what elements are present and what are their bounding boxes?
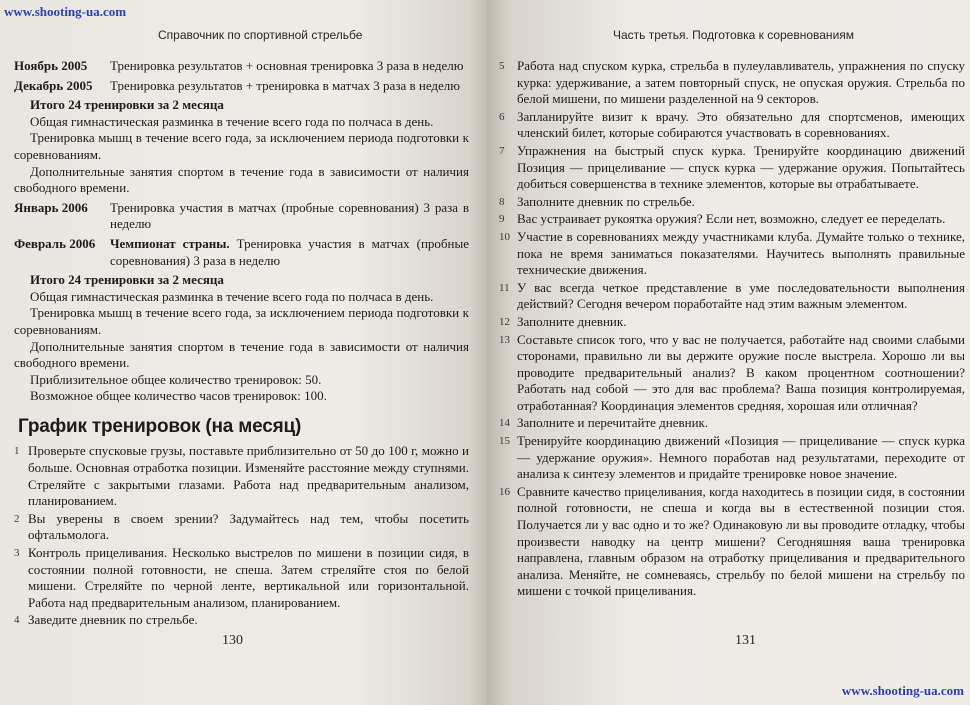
paragraph: Дополнительные занятия спортом в течение года в зависимости от наличия свободного времени. bbox=[14, 163, 469, 196]
schedule-month: Ноябрь 2005 bbox=[14, 58, 88, 73]
item-text: Заведите дневник по стрельбе. bbox=[28, 612, 198, 628]
item-number: 3 bbox=[14, 547, 20, 560]
list-item bbox=[14, 545, 469, 611]
item-text: Вас устраивает рукоятка оружия? Если нет, возможно, следует ее переделать. bbox=[517, 211, 946, 227]
paragraph: Возможное общее количество часов тренировок: 100. bbox=[30, 388, 327, 404]
item-text: У вас всегда четкое представление в уме последовательности выполнения действий? Сегодня вечером поработайте над этим важным элементом. bbox=[517, 279, 965, 312]
item-number: 5 bbox=[499, 60, 505, 72]
schedule-desc: Тренировка результатов + основная тренировка 3 раза в неделю bbox=[110, 58, 464, 73]
item-number: 15 bbox=[499, 435, 510, 448]
item-text: Заполните и перечитайте дневник. bbox=[517, 415, 709, 431]
list-item bbox=[499, 194, 965, 211]
item-number: 16 bbox=[499, 485, 510, 498]
schedule-desc-text: Тренировка участия в матчах (пробные соревнования) 3 раза в неделю bbox=[110, 235, 469, 268]
item-text: Контроль прицеливания. Несколько выстрелов по мишени в позиции сидя, в состоянии полной готовности, не спеша. Затем стреляйте стоя по белой мишени. Стреляйте по черной ленте, вертикальной или горизонтальной. Работа над предварительным анализом, планированием. bbox=[28, 545, 469, 610]
list-item bbox=[499, 332, 965, 415]
list-item bbox=[499, 58, 965, 108]
schedule-month: Февраль 2006 bbox=[14, 235, 96, 251]
schedule-row bbox=[14, 78, 469, 95]
list-item bbox=[499, 484, 965, 600]
list-item bbox=[14, 511, 469, 544]
list-item bbox=[499, 109, 965, 142]
right-page bbox=[487, 0, 970, 705]
item-text: Упражнения на быстрый спуск курка. Тренируйте координацию движений Позиция — прицеливание — спуск курка — удержание оружия. Попытайтесь добиться совершенства в технике элементов, которые вы отрабатываете. bbox=[517, 142, 965, 192]
item-text: Заполните дневник. bbox=[517, 313, 627, 329]
schedule-desc-text: Тренировка участия в матчах (пробные соревнования) 3 раза в неделю bbox=[110, 199, 469, 232]
item-number: 10 bbox=[499, 230, 510, 243]
list-item bbox=[14, 443, 469, 509]
schedule-desc-bold: Чемпионат страны. bbox=[110, 235, 230, 251]
list-item bbox=[499, 314, 965, 331]
item-text: Тренируйте координацию движений «Позиция — прицеливание — спуск курка — удержание оружия». Немного поработав над результатами, переходите от анализа к синтезу элементов и придайте тренировке новое значение. bbox=[517, 433, 965, 482]
item-text: Составьте список того, что у вас не получается, работайте над своими слабыми сторонами, правильно ли вы держите оружие после выстрела. Хорошо ли вы проводите предварительный анализ? В каком процентном соотношении? Работать над собой — это для вас проблема? Ваша позиция контролируемая, отработанная? Координация элементов средняя, хорошая или отличная? bbox=[517, 331, 965, 413]
paragraph: Общая гимнастическая разминка в течение всего года по полчаса в день. bbox=[30, 113, 434, 129]
schedule-desc bbox=[110, 236, 469, 269]
item-number: 4 bbox=[14, 614, 20, 627]
item-number: 7 bbox=[499, 144, 505, 157]
item-number: 14 bbox=[499, 417, 510, 430]
item-number: 13 bbox=[499, 333, 510, 346]
schedule-row bbox=[14, 200, 469, 233]
schedule-total: Итого 24 тренировки за 2 месяца bbox=[30, 97, 224, 113]
right-running-head: Часть третья. Подготовка к соревнованиям bbox=[613, 28, 855, 42]
list-item bbox=[14, 612, 469, 629]
paragraph: Тренировка мышц в течение всего года, за исключением периода подготовки к соревнованиям. bbox=[14, 305, 469, 337]
schedule-month: Январь 2006 bbox=[14, 199, 88, 215]
left-content bbox=[14, 58, 469, 629]
item-number: 1 bbox=[14, 445, 20, 458]
item-text: Проверьте спусковые грузы, поставьте приблизительно от 50 до 100 г, можно и больше. Основная отработка позиции. Изменяйте расстояние между ступнями. Стреляйте с закрытыми глазами. Работа над предварительным анализом, планированием. bbox=[28, 443, 469, 509]
left-running-head: Справочник по спортивной стрельбе bbox=[158, 28, 363, 42]
item-number: 9 bbox=[499, 213, 505, 226]
page-number-right: 131 bbox=[735, 633, 756, 648]
list-item bbox=[499, 433, 965, 483]
list-item bbox=[499, 211, 965, 228]
item-number: 2 bbox=[14, 512, 20, 525]
item-text: Работа над спуском курка, стрельба в пулеулавливатель, упражнения по спуску курка: удерживание, а затем повторный спуск, не опуская оружия. Стрельба по белой мишени, по мишени разделенной на 9 секторов. bbox=[517, 58, 965, 107]
page-number-left: 130 bbox=[222, 633, 243, 648]
item-text: Сравните качество прицеливания, когда находитесь в позиции сидя, в состоянии полной готовности, не спеша и когда вы в естественной позиции стоя. Получается ли у вас одно и то же? Одинаковую ли вы проводите отладку, чтобы произвести наводку на центр мишени? Сегодняшняя ваша тренировка направлена, главным образом на отработку прицеливания и предварительного анализа. Меняйте, не сомневаясь, стрельбу по белой мишени на стрельбу по мишени с точкой прицеливания. bbox=[517, 483, 965, 599]
item-text: Запланируйте визит к врачу. Это обязательно для спортсменов, имеющих членский билет, которые собираются участвовать в соревнованиях. bbox=[517, 108, 965, 141]
schedule-row bbox=[14, 236, 469, 269]
paragraph: Дополнительные занятия спортом в течение года в зависимости от наличия свободного времени. bbox=[14, 338, 469, 371]
item-number: 12 bbox=[499, 315, 510, 328]
item-text: Вы уверены в своем зрении? Задумайтесь над тем, чтобы посетить офтальмолога. bbox=[28, 510, 469, 543]
schedule-desc: Тренировка результатов + тренировка в матчах 3 раза в неделю bbox=[110, 77, 461, 93]
list-item bbox=[499, 415, 965, 432]
item-text: Участие в соревнованиях между участниками клуба. Думайте только о технике, пока не время заниматься показателями. Научитесь выполнять правильные технические движения. bbox=[517, 228, 965, 278]
paragraph: Приблизительное общее количество тренировок: 50. bbox=[30, 371, 322, 387]
list-item bbox=[499, 143, 965, 193]
item-text: Заполните дневник по стрельбе. bbox=[517, 193, 695, 209]
watermark-bottom[interactable]: www.shooting-ua.com bbox=[841, 683, 964, 698]
schedule-month: Декабрь 2005 bbox=[14, 77, 93, 93]
section-heading: График тренировок (на месяц) bbox=[18, 415, 302, 437]
list-item bbox=[499, 280, 965, 313]
schedule-row bbox=[14, 58, 469, 75]
item-number: 6 bbox=[499, 110, 505, 123]
paragraph: Общая гимнастическая разминка в течение всего года по полчаса в день. bbox=[30, 288, 434, 304]
schedule-total: Итого 24 тренировки за 2 месяца bbox=[30, 272, 224, 288]
schedule-desc bbox=[110, 200, 469, 233]
paragraph: Тренировка мышц в течение всего года, за исключением периода подготовки к соревнованиям. bbox=[14, 130, 469, 162]
right-content bbox=[499, 58, 965, 600]
item-number: 11 bbox=[499, 281, 510, 294]
item-number: 8 bbox=[499, 195, 505, 208]
list-item bbox=[499, 229, 965, 279]
watermark-top[interactable]: www.shooting-ua.com bbox=[4, 4, 127, 19]
